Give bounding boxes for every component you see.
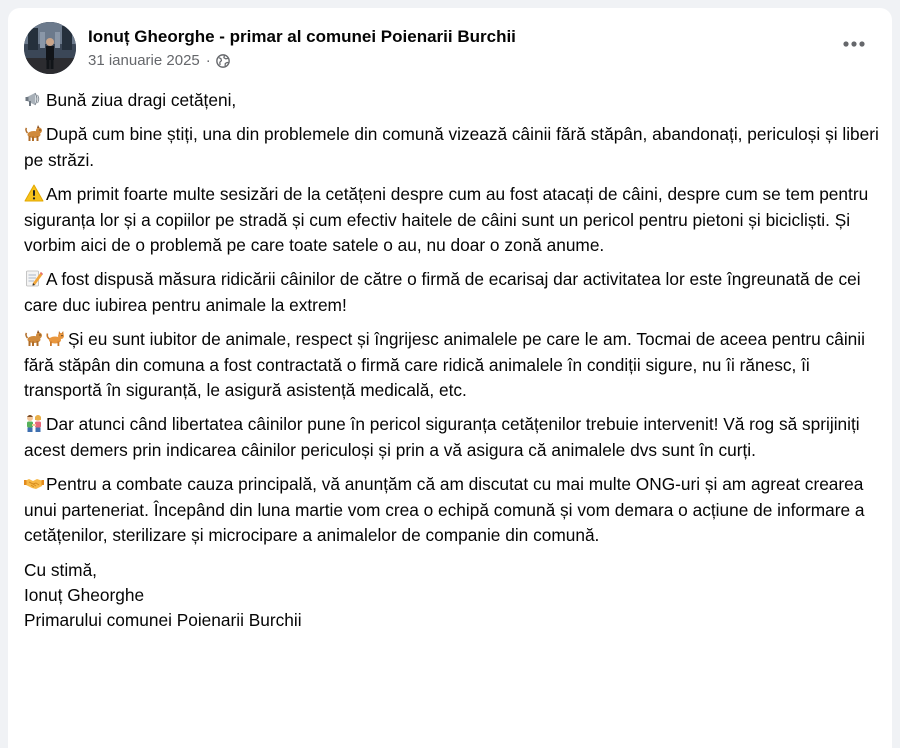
author-name[interactable]: Ionuț Gheorghe - primar al comunei Poienarii Burchii: [88, 27, 516, 46]
author-avatar[interactable]: [24, 22, 76, 74]
cat-icon: [46, 328, 66, 348]
signature-closing: Cu stimă,: [24, 559, 97, 580]
post-paragraph: Am primit foarte multe sesizări de la cetățeni despre cum au fost atacați de câini, despre cum se tem pentru siguranța lor și a copiilor pe stradă și cum efectiv haitele de câini sunt un pericol pentru pietoni și bicicliști. Și vorbim aici de o problemă pe care toate satele o au, nu doar o zonă anume.: [24, 184, 869, 256]
post-body: [24, 88, 882, 643]
globe-icon[interactable]: [216, 54, 230, 68]
handshake-icon: [24, 473, 44, 493]
post-paragraph: După cum bine știți, una din problemele din comună vizează câinii fără stăpân, abandonați, periculoși și liberi pe străzi.: [24, 124, 879, 170]
dog-icon: [24, 328, 44, 348]
more-options-button[interactable]: [836, 26, 872, 62]
megaphone-icon: [24, 89, 44, 109]
post-card: [8, 8, 892, 748]
warning-icon: [24, 183, 44, 203]
post-paragraph: Bună ziua dragi cetățeni,: [24, 88, 882, 113]
dog-icon: [24, 123, 44, 143]
signature-name: Ionuț Gheorghe: [24, 584, 145, 605]
post-meta: [88, 52, 230, 69]
signature-title: Primarului comunei Poienarii Burchii: [24, 610, 302, 631]
post-header: [24, 22, 876, 76]
more-options-icon: [842, 40, 866, 48]
people-holding-hands-icon: [24, 413, 44, 433]
post-paragraph: Dar atunci când libertatea câinilor pune în pericol siguranța cetățenilor trebuie intervenit! Vă rog să sprijiniți acest demers prin indicarea câinilor periculoși și prin a vă asigura că animalele dvs sunt în curți.: [24, 414, 860, 460]
meta-separator: ·: [205, 52, 211, 69]
post-paragraph: Și eu sunt iubitor de animale, respect și îngrijesc animalele pe care le am. Tocmai de aceea pentru câinii fără stăpân din comuna a fost contractată o firmă care ridică animalele în condiții sigure, nu îi rănesc, îi transportă în siguranță, le asigură asistență medicală, etc.: [24, 329, 865, 401]
post-paragraph: A fost dispusă măsura ridicării câinilor de către o firmă de ecarisaj dar activitatea lor este îngreunată de cei care duc iubirea pentru animale la extrem!: [24, 269, 861, 315]
post-paragraph: Pentru a combate cauza principală, vă anunțăm că am discutat cu mai multe ONG-uri și am agreat crearea unui parteneriat. Începând din luna martie vom crea o echipă comună și vom demara o acțiune de informare a cetățenilor, sterilizare și microcipare a animalelor de companie din comună.: [24, 474, 865, 546]
post-date[interactable]: 31 ianuarie 2025: [88, 52, 200, 69]
memo-icon: [24, 268, 44, 288]
post-signature: [24, 558, 882, 634]
